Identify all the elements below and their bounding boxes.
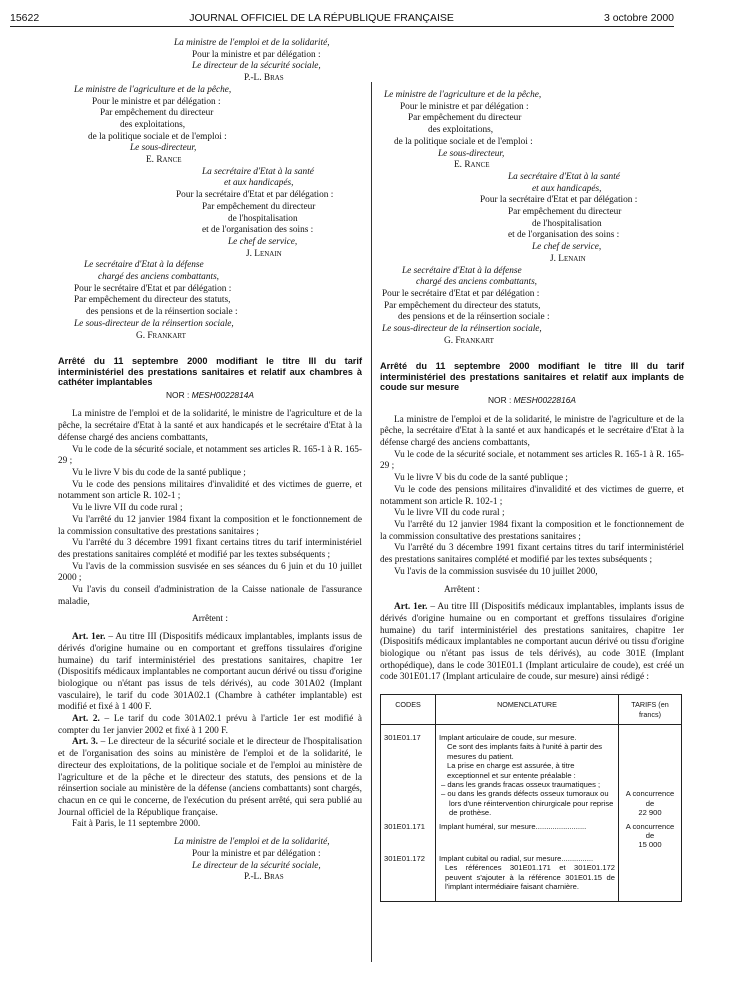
left-column — [58, 38, 362, 884]
arrete-title: Arrêté du 11 septembre 2000 modifiant le titre III du tarif interministériel des prestations sanitaires et relatif aux chambres à cathéter implantables — [58, 356, 362, 388]
visa-item: Vu le code de la sécurité sociale, et notamment ses articles R. 165-1 à R. 165-29 ; — [58, 444, 362, 467]
tarif-table — [380, 694, 682, 902]
cell-nomenclature: Implant articulaire de coude, sur mesure. Ce sont des implants faits à l'unité à partir des mesures du patient. La prise en charge est assurée, à titre exceptionnel et sur entente préalable : – dans les grands fracas osseux traumatiques ; – ou dans les grands défects osseux tumoraux ou lors d'une réintervention chirurgicale pour reprise de prothèse. — [436, 724, 619, 819]
visa-item: Vu l'avis de la commission susvisée du 10 juillet 2000, — [394, 566, 598, 577]
signature-defense: Le secrétaire d'Etat à la défense chargé des anciens combattants, Pour le secrétaire d'Etat et par délégation : Par empêchement du directeur des statuts, des pensions et de la réinsertion sociale : Le sous-directeur de la réinsertion sociale, G. Frankart — [382, 265, 550, 346]
article-3: Art. 3. – Le directeur de la sécurité sociale et le directeur de l'hospitalisation et de l'organisation des soins au ministère de l'emploi et de la solidarité, le directeur des exploitations, de la politique sociale et de l'emploi au ministère de l'agriculture et de la pêche et le directeur des statuts, des pensions et de la réinsertion sociale au ministère de la défense (anciens combattants) sont chargés, chacun en ce qui le concerne, de l'exécution du présent arrêté, qui sera publié au Journal officiel de la République française. — [58, 737, 362, 818]
cell-code: 301E01.172 — [381, 852, 436, 902]
column-header-codes: CODES — [381, 695, 436, 725]
cell-price: A concurrence de 22 900 — [619, 724, 682, 819]
cell-price — [619, 852, 682, 902]
visa-item: Vu le livre V bis du code de la santé publique ; — [72, 468, 246, 478]
visa-item: Vu l'arrêté du 12 janvier 1984 fixant la composition et le fonctionnement de la commission consultative des prestations sanitaires ; — [58, 514, 362, 537]
table-header-row — [381, 695, 682, 725]
table-row — [381, 852, 682, 902]
nor-reference: NOR : MESH0022814A — [166, 389, 254, 400]
article-2: Art. 2. – Le tarif du code 301A02.1 prévu à l'article 1er est modifié à compter du 1er janvier 2002 et fixé à 1 200 F. — [58, 714, 363, 736]
visa-item: Vu le livre VII du code rural ; — [72, 503, 183, 514]
signature-sante: La secrétaire d'Etat à la santé et aux handicapés, Pour la secrétaire d'Etat et par délégation : Par empêchement du directeur de l'hospitalisation et de l'organisation des soins : Le chef de service, J. Lenain — [480, 171, 638, 264]
nor-reference: NOR : MESH0022816A — [488, 394, 576, 405]
journal-title: JOURNAL OFFICIEL DE LA RÉPUBLIQUE FRANÇAISE — [189, 12, 454, 24]
table-row — [381, 724, 682, 819]
visa-item: Vu l'avis de la commission susvisée en ses séances du 6 juin et du 10 juillet 2000 ; — [58, 561, 362, 584]
arrete-intro: La ministre de l'emploi et de la solidarité, le ministre de l'agriculture et de la pêche, la secrétaire d'Etat à la santé et aux handicapés et le secrétaire d'Etat à la défense chargé des anciens combattants, — [380, 414, 684, 449]
visa-item: Vu l'arrêté du 3 décembre 1991 fixant certains titres du tarif interministériel des prestations sanitaires complété et modifié par les textes subséquents ; — [380, 543, 684, 566]
page-header — [10, 10, 674, 27]
right-column — [380, 90, 684, 902]
signature-agriculture: Le ministre de l'agriculture et de la pêche, Pour le ministre et par délégation : Par empêchement du directeur des exploitations, de la politique sociale et de l'emploi : Le sous-directeur, E. Rance — [384, 90, 542, 171]
arretent-label: Arrêtent : — [444, 584, 480, 595]
visa-item: Vu l'arrêté du 3 décembre 1991 fixant certains titres du tarif interministériel des prestations sanitaires complété et modifié par les textes subséquents ; — [58, 538, 362, 560]
visa-item: Vu le livre V bis du code de la santé publique ; — [394, 473, 568, 484]
visa-item: Vu le code des pensions militaires d'invalidité et des victimes de guerre, et notamment son article R. 102-1 ; — [380, 484, 684, 507]
arrete-title: Arrêté du 11 septembre 2000 modifiant le titre III du tarif interministériel des prestations sanitaires et relatif aux implants de coude sur mesure — [380, 361, 684, 393]
table-row — [381, 820, 682, 852]
cell-nomenclature: Implant cubital ou radial, sur mesure............... Les références 301E01.171 et 301E01.172 peuvent s'ajouter à la référence 301E01.15 de l'implant intermédiaire faisant charnière. — [436, 852, 619, 902]
arrete-intro: La ministre de l'emploi et de la solidarité, le ministre de l'agriculture et de la pêche, la secrétaire d'Etat à la santé et aux handicapés et le secrétaire d'Etat à la défense chargé des anciens combattants, — [58, 409, 362, 443]
signature-final: La ministre de l'emploi et de la solidarité, Pour la ministre et par délégation : Le directeur de la sécurité sociale, P.-L. Bras — [174, 837, 330, 883]
column-header-tarifs: TARIFS (en francs) — [619, 695, 682, 725]
arretent-label: Arrêtent : — [192, 614, 228, 625]
article-1: Art. 1er. – Au titre III (Dispositifs médicaux implantables, implants issus de dérivés d'origine humaine ou en comportant et greffons tissulaires d'origine humaine) du tarif interministériel des prestations sanitaires, chapitre 1er (Dispositifs médicaux implantables ne comportant aucun dérivé ou tissu d'origine biologique ou n'étant pas issus de tels dérivés), au code 301A02 (Implant vasculaire), le tarif du code 301A02.1 (Chambre à cathéter implantable) est modifié et fixé à 1 400 F. — [58, 632, 362, 713]
fait-a-paris: Fait à Paris, le 11 septembre 2000. — [72, 819, 201, 830]
page-number: 15622 — [10, 12, 40, 24]
cell-nomenclature: Implant huméral, sur mesure........................ — [436, 820, 619, 852]
issue-date: 3 octobre 2000 — [603, 12, 674, 24]
visa-item: Vu l'arrêté du 12 janvier 1984 fixant la composition et le fonctionnement de la commission consultative des prestations sanitaires ; — [380, 520, 684, 542]
cell-code: 301E01.17 — [381, 724, 436, 819]
column-header-nomenclature: NOMENCLATURE — [436, 695, 619, 725]
column-divider — [371, 82, 372, 962]
signature-emploi: La ministre de l'emploi et de la solidarité, Pour la ministre et par délégation : Le directeur de la sécurité sociale, P.-L. Bras — [174, 38, 330, 84]
visa-item: Vu le code de la sécurité sociale, et notamment ses articles R. 165-1 à R. 165-29 ; — [380, 449, 684, 472]
signature-agriculture: Le ministre de l'agriculture et de la pêche, Pour le ministre et par délégation : Par empêchement du directeur des exploitations, de la politique sociale et de l'emploi : Le sous-directeur, E. Rance — [74, 84, 232, 166]
visa-item: Vu le code des pensions militaires d'invalidité et des victimes de guerre, et notamment son article R. 102-1 ; — [58, 479, 362, 502]
visa-item: Vu l'avis du conseil d'administration de la Caisse nationale de l'assurance maladie, — [58, 585, 362, 607]
cell-price: A concurrence de 15 000 — [619, 820, 682, 852]
visa-item: Vu le livre VII du code rural ; — [394, 508, 505, 519]
signature-defense: Le secrétaire d'Etat à la défense chargé des anciens combattants, Pour le secrétaire d'Etat et par délégation : Par empêchement du directeur des statuts, des pensions et de la réinsertion sociale : Le sous-directeur de la réinsertion sociale, G. Frankart — [74, 260, 238, 341]
signature-sante: La secrétaire d'Etat à la santé et aux handicapés, Pour la secrétaire d'Etat et par délégation : Par empêchement du directeur de l'hospitalisation et de l'organisation des soins : Le chef de service, J. Lenain — [176, 166, 334, 259]
cell-code: 301E01.171 — [381, 820, 436, 852]
article-1: Art. 1er. – Au titre III (Dispositifs médicaux implantables, implants issus de dérivés d'origine humaine ou en comportant et greffons tissulaires d'origine humaine) du tarif interministériel des prestations sanitaires, chapitre 1er (Dispositifs médicaux implantables ne comportant aucun dérivé ou tissu d'origine biologique ou n'étant pas issus de tels dérivés), au code 301E (Implant orthopédique), dans le code 301E01.1 (Implant articulaire de coude), est créé un code 301E01.17 (Implant articulaire de coude, sur mesure) ainsi rédigé : — [380, 602, 684, 683]
